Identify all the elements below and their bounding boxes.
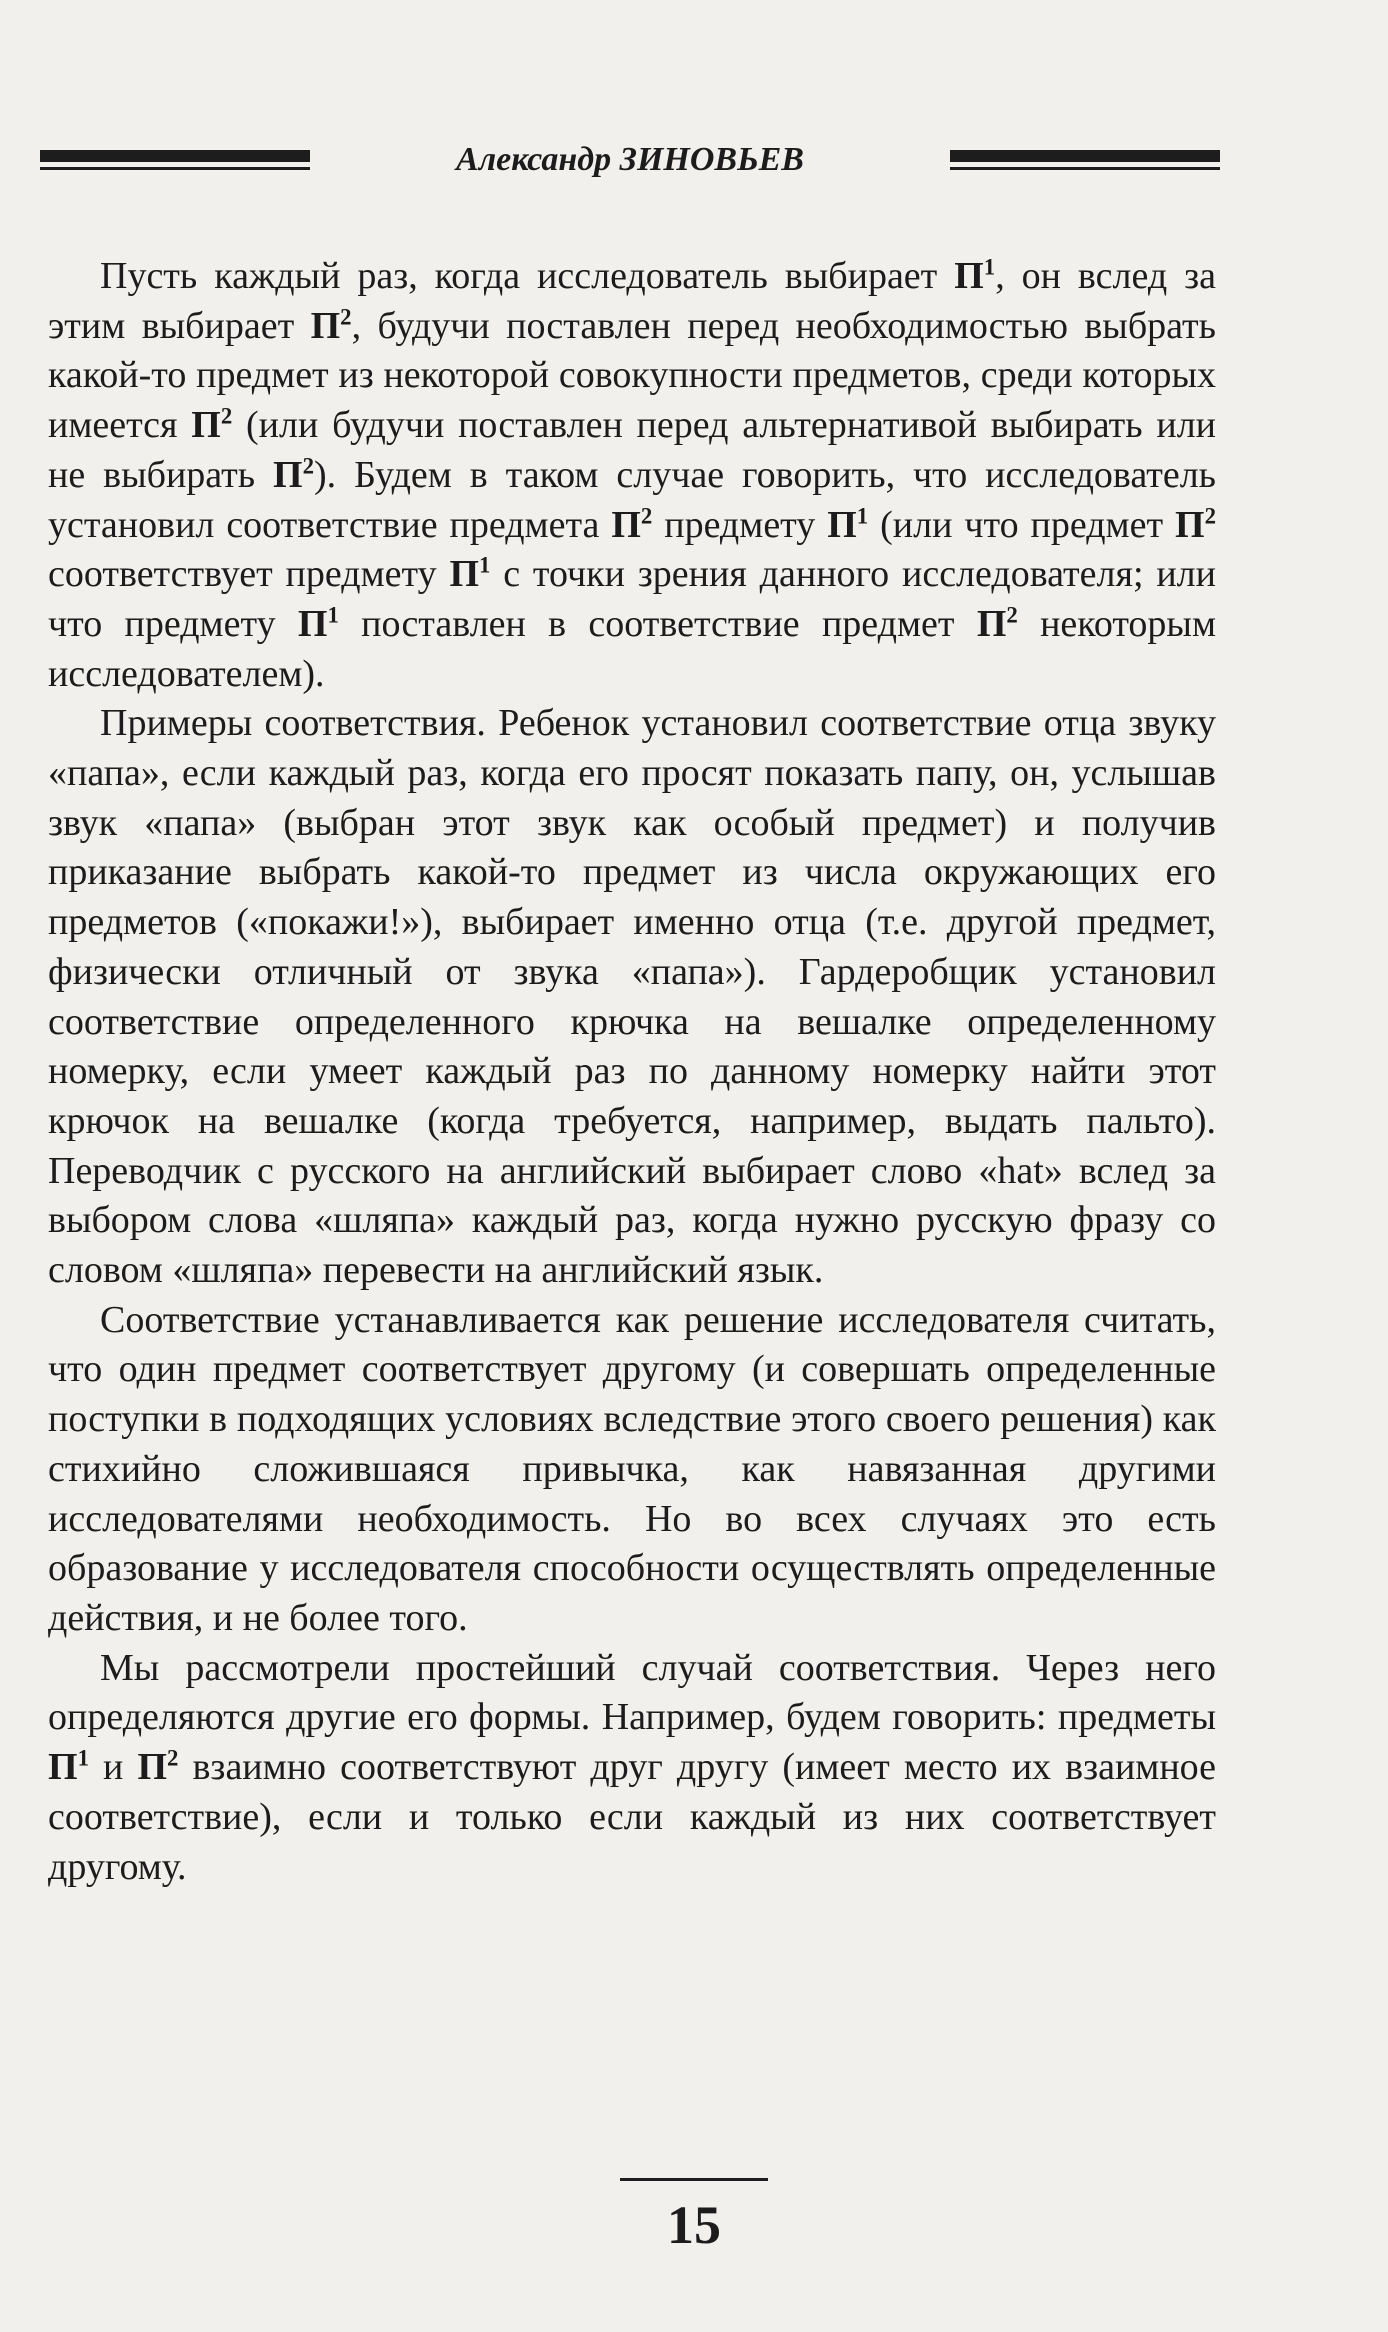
paragraph-text: предмету bbox=[652, 503, 828, 546]
paragraph-text: Пусть каждый раз, когда исследователь выбирает bbox=[100, 255, 955, 297]
paragraph-text: (или что предмет bbox=[868, 503, 1176, 546]
paragraph-text: некоторым исследователем). bbox=[48, 602, 1217, 695]
paragraph bbox=[48, 1296, 1216, 1644]
superscript-index: 1 bbox=[327, 602, 339, 628]
symbol-text: П bbox=[297, 602, 328, 645]
paragraph bbox=[48, 1644, 1216, 1893]
paragraph-text: Мы рассмотрели простейший случай соответствия. Через него определяются другие его формы. Например, будем говорить: предметы bbox=[48, 1646, 1216, 1739]
superscript-index: 2 bbox=[167, 1745, 179, 1771]
symbol-text: П bbox=[449, 553, 479, 596]
header-rule-left bbox=[40, 150, 310, 170]
symbol-text: П bbox=[273, 453, 303, 496]
header-rule-right bbox=[950, 150, 1220, 170]
superscript-index: 2 bbox=[220, 403, 233, 429]
header-author-title: Александр ЗИНОВЬЕВ bbox=[456, 141, 804, 178]
symbol-text: П bbox=[1175, 503, 1205, 546]
symbol-text: П bbox=[191, 404, 221, 447]
header-rule-left-thin bbox=[40, 167, 310, 170]
page-number: 15 bbox=[667, 2195, 721, 2255]
symbol-text: П bbox=[827, 503, 857, 546]
paragraph-text: Соответствие устанавливается как решение исследователя считать, что один предмет соответствует другому (и совершать определенные поступки в подходящих условиях вследствие этого своего решения) как стихийно сложившаяся привычка, как навязанная другими исследователями необходимость. Но во всех случаях это есть образование у исследователя способности осуществлять определенные действия, и не более того. bbox=[48, 1298, 1216, 1639]
superscript-index: 1 bbox=[479, 552, 491, 578]
paragraph-text: (или будучи поставлен перед альтернативой выбирать или не выбирать bbox=[48, 404, 1217, 496]
page-footer bbox=[0, 2178, 1388, 2255]
paragraph-text: Примеры соответствия. Ребенок установил соответствие отца звуку «папа», если каждый раз, когда его просят показать папу, он, услышав звук «папа» (выбран этот звук как особый предмет) и получив приказание выбрать какой-то предмет из числа окружающих его предметов («покажи!»), выбирает именно отца (т.е. другой предмет, физически отличный от звука «папа»). Гардеробщик установил соответствие определенного крючка на вешалке определенному номерку, если умеет каждый раз по данному номерку найти этот крючок на вешалке (когда требуется, например, выдать пальто). Переводчик с русского на английский выбирает слово «hat» вслед за выбором слова «шляпа» каждый раз, когда нужно русскую фразу со словом «шляпа» перевести на английский язык. bbox=[48, 702, 1216, 1292]
symbol-text: П bbox=[611, 503, 641, 546]
paragraph bbox=[48, 252, 1216, 699]
superscript-index: 2 bbox=[1204, 502, 1216, 528]
superscript-index: 1 bbox=[77, 1745, 89, 1771]
symbol-text: П bbox=[954, 255, 984, 297]
paragraph-text: поставлен в соответствие предмет bbox=[338, 602, 977, 645]
paragraph-text: , он вслед за этим выбирает bbox=[48, 255, 1216, 347]
superscript-index: 1 bbox=[856, 502, 869, 528]
footer-rule bbox=[620, 2178, 768, 2181]
symbol-text: П bbox=[137, 1746, 168, 1789]
superscript-index: 2 bbox=[1006, 602, 1018, 628]
paragraph-text: соответствует предмету bbox=[48, 553, 450, 596]
symbol-text: П bbox=[976, 602, 1007, 645]
symbol-text: П bbox=[310, 304, 341, 347]
body-text bbox=[48, 252, 1216, 1892]
paragraph-text: , будучи поставлен перед необходимостью выбрать какой-то предмет из некоторой совокупности предметов, среди которых имеется bbox=[48, 304, 1216, 447]
paragraph-text: с точки зрения данного исследователя; или что предмету bbox=[48, 553, 1216, 645]
header-rule-right-thick bbox=[950, 150, 1220, 162]
superscript-index: 2 bbox=[302, 453, 315, 479]
symbol-text: П bbox=[48, 1746, 78, 1789]
running-header bbox=[40, 140, 1220, 190]
superscript-index: 2 bbox=[640, 502, 653, 528]
paragraph-text: ). Будем в таком случае говорить, что исследователь установил соответствие предмета bbox=[48, 453, 1216, 546]
paragraph-text: и bbox=[88, 1746, 138, 1789]
paragraph-text: взаимно соответствуют друг другу (имеет место их взаимное соответствие), если и только если каждый из них соответствует другому. bbox=[48, 1746, 1216, 1888]
header-rule-right-thin bbox=[950, 167, 1220, 170]
superscript-index: 2 bbox=[340, 304, 352, 330]
header-rule-left-thick bbox=[40, 150, 310, 162]
paragraph bbox=[48, 699, 1216, 1295]
superscript-index: 1 bbox=[983, 254, 996, 280]
